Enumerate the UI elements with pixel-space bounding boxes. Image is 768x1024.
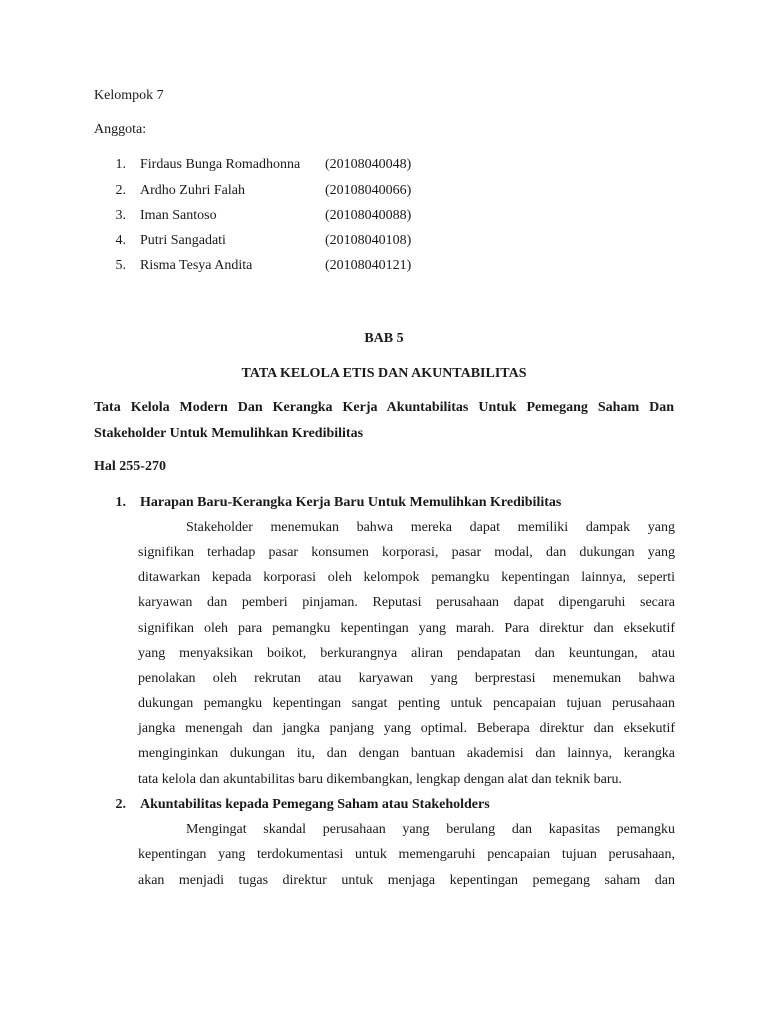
member-name: Iman Santoso: [140, 208, 217, 223]
group-name: Kelompok 7: [94, 88, 164, 103]
member-name: Firdaus Bunga Romadhonna: [140, 157, 301, 172]
paragraph-line: dukungan pemangku kepentingan sangat penting untuk pencapaian tujuan perusahaan: [138, 696, 675, 711]
section-heading: Harapan Baru-Kerangka Kerja Baru Untuk Memulihkan Kredibilitas: [140, 495, 562, 510]
paragraph-line: signifikan oleh para pemangku kepentingan yang marah. Para direktur dan eksekutif: [138, 621, 675, 636]
paragraph-line: yang menyaksikan boikot, berkurangnya aliran pendapatan dan keuntungan, atau: [138, 646, 675, 661]
section-number: 1.: [115, 495, 126, 510]
member-number: 2.: [115, 183, 126, 198]
paragraph-line: signifikan terhadap pasar konsumen korporasi, pasar modal, dan dukungan yang: [138, 545, 675, 560]
paragraph-line: karyawan dan pemberi pinjaman. Reputasi perusahaan dapat dipengaruhi secara: [138, 595, 675, 610]
member-number: 1.: [115, 157, 126, 172]
paragraph-line: akan menjadi tugas direktur untuk menjaga kepentingan pemegang saham dan: [138, 873, 675, 888]
section-number: 2.: [115, 797, 126, 812]
paragraph-line: penolakan oleh rekrutan atau karyawan yang berprestasi menemukan bahwa: [138, 671, 675, 686]
paragraph-line: kepentingan yang terdokumentasi untuk memengaruhi pencapaian tujuan perusahaan,: [138, 847, 675, 862]
page-range: Hal 255-270: [94, 459, 166, 474]
chapter-label: BAB 5: [364, 331, 404, 346]
chapter-title: TATA KELOLA ETIS DAN AKUNTABILITAS: [241, 366, 527, 381]
member-number: 3.: [115, 208, 126, 223]
paragraph-line: menginginkan dukungan itu, dan dengan bantuan akademisi dan lainnya, kerangka: [138, 746, 675, 761]
paragraph-line: jangka menengah dan jangka panjang yang optimal. Beberapa direktur dan eksekutif: [138, 721, 675, 736]
member-number: 5.: [115, 258, 126, 273]
member-id: (20108040121): [325, 258, 412, 273]
member-name: Ardho Zuhri Falah: [140, 183, 245, 198]
paragraph-line: Mengingat skandal perusahaan yang berulang dan kapasitas pemangku: [186, 822, 675, 837]
member-id: (20108040048): [325, 157, 412, 172]
member-name: Putri Sangadati: [140, 233, 226, 248]
member-id: (20108040088): [325, 208, 412, 223]
members-label: Anggota:: [94, 122, 147, 137]
subtitle-line: Tata Kelola Modern Dan Kerangka Kerja Akuntabilitas Untuk Pemegang Saham Dan: [94, 400, 674, 415]
member-name: Risma Tesya Andita: [140, 258, 253, 273]
member-number: 4.: [115, 233, 126, 248]
member-id: (20108040108): [325, 233, 412, 248]
section-heading: Akuntabilitas kepada Pemegang Saham atau Stakeholders: [140, 797, 490, 812]
member-id: (20108040066): [325, 183, 412, 198]
subtitle-line: Stakeholder Untuk Memulihkan Kredibilitas: [94, 426, 364, 441]
paragraph-line: ditawarkan kepada korporasi oleh kelompok pemangku kepentingan lainnya, seperti: [138, 570, 675, 585]
paragraph-line: tata kelola dan akuntabilitas baru dikembangkan, lengkap dengan alat dan teknik baru.: [138, 772, 622, 787]
paragraph-line: Stakeholder menemukan bahwa mereka dapat memiliki dampak yang: [186, 520, 675, 535]
